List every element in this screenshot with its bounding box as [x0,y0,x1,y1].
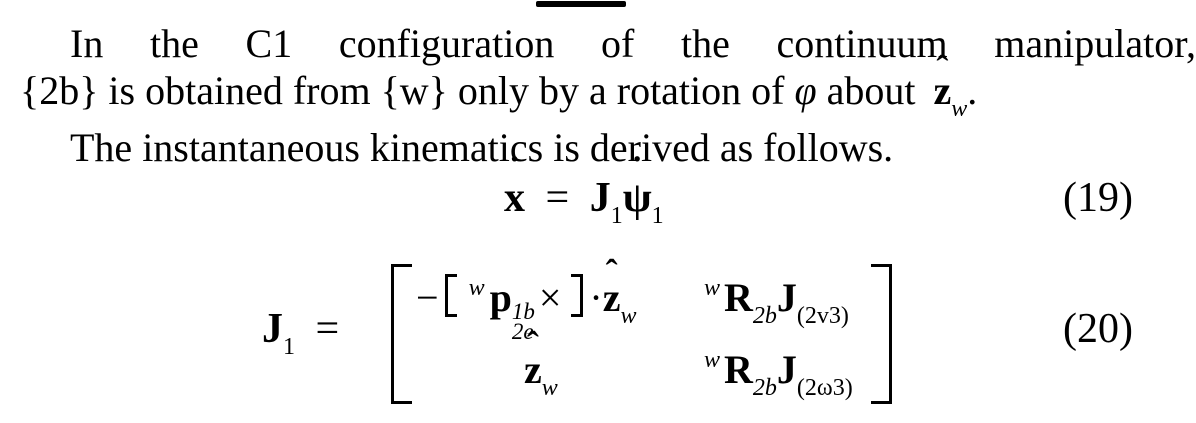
r2c1-z-hat: ˆ z [524,346,542,393]
word-in: In [70,21,104,66]
r2c2-J-sub: (2ω3) [796,375,853,401]
word-of: of [601,21,635,66]
angle-phi: φ [794,68,817,113]
eq19-psi-sub: 1 [651,203,664,229]
line2-text-b: only by a rotation of [457,68,785,113]
r1c1-z-sub: w [620,303,637,329]
r2c2-R: R [724,347,753,392]
r1c2-R-sub: 2b [752,303,777,329]
line2-end: . [967,68,978,113]
paragraph-line-1 [18,20,1196,68]
eq19-equals: = [545,175,570,221]
r2c1-z-sub: w [541,375,558,401]
r2c2-pre-sup: w [704,347,721,373]
r1c1-right-bracket [571,274,583,317]
eq19-J: J [589,175,611,221]
r1c2-J: J [776,275,797,320]
word-the-2: the [681,21,730,66]
cropped-previous-line [0,0,1162,7]
paragraph-line-3: The instantaneous kinematics is derived as follows. [70,125,894,170]
frame-2b: {2b} [20,68,99,113]
r1c2-J-sub: (2v3) [796,303,849,329]
frame-w: {w} [380,68,448,113]
word-manipulator: manipulator, [994,21,1196,66]
r1c1-p: p [489,275,512,320]
equation-19 [504,174,664,230]
axis-z-sub: w [951,96,968,122]
eq20-J-sub: 1 [283,334,295,360]
axis-z-w [933,68,968,122]
equation-19-number: (19) [1063,175,1133,221]
word-configuration: configuration [338,21,555,66]
equation-20-lhs [262,305,339,361]
word-continuum: continuum [776,21,948,66]
equation-20-number: (20) [1063,306,1133,352]
r2c2-J: J [776,347,797,392]
r1c1-pre-sup: w [468,275,485,301]
r1c1-p-sub: 2e [511,319,534,344]
r1c1-minus: − [416,275,439,320]
r1c1-p-sup: 1b [511,299,535,324]
eq20-equals: = [315,306,340,352]
r1c2-R: R [724,275,753,320]
r1c2-pre-sup: w [704,275,721,301]
r1c1-dot: · [589,275,603,320]
eq19-J-sub: 1 [610,203,623,229]
r1c1-z-hat: ˆ z [603,274,621,321]
matrix-r2c1 [524,346,558,402]
axis-z-hat: ˆ z [934,67,952,115]
eq19-x-dot: ˙ x [504,174,525,222]
line2-text-c: about [826,68,916,113]
matrix-r1c2 [704,274,849,330]
word-the: the [149,21,199,66]
matrix-r2c2 [704,346,853,402]
word-c1: C1 [245,21,293,66]
r1c1-left-bracket [445,274,457,317]
eq19-psi-dot: ˙ ψ [623,174,652,222]
eq20-matrix [391,264,892,404]
r1c1-cross: × [538,275,562,320]
line2-text-a: is obtained from [108,68,371,113]
eq20-J: J [262,306,283,352]
r2c2-R-sub: 2b [752,375,777,401]
